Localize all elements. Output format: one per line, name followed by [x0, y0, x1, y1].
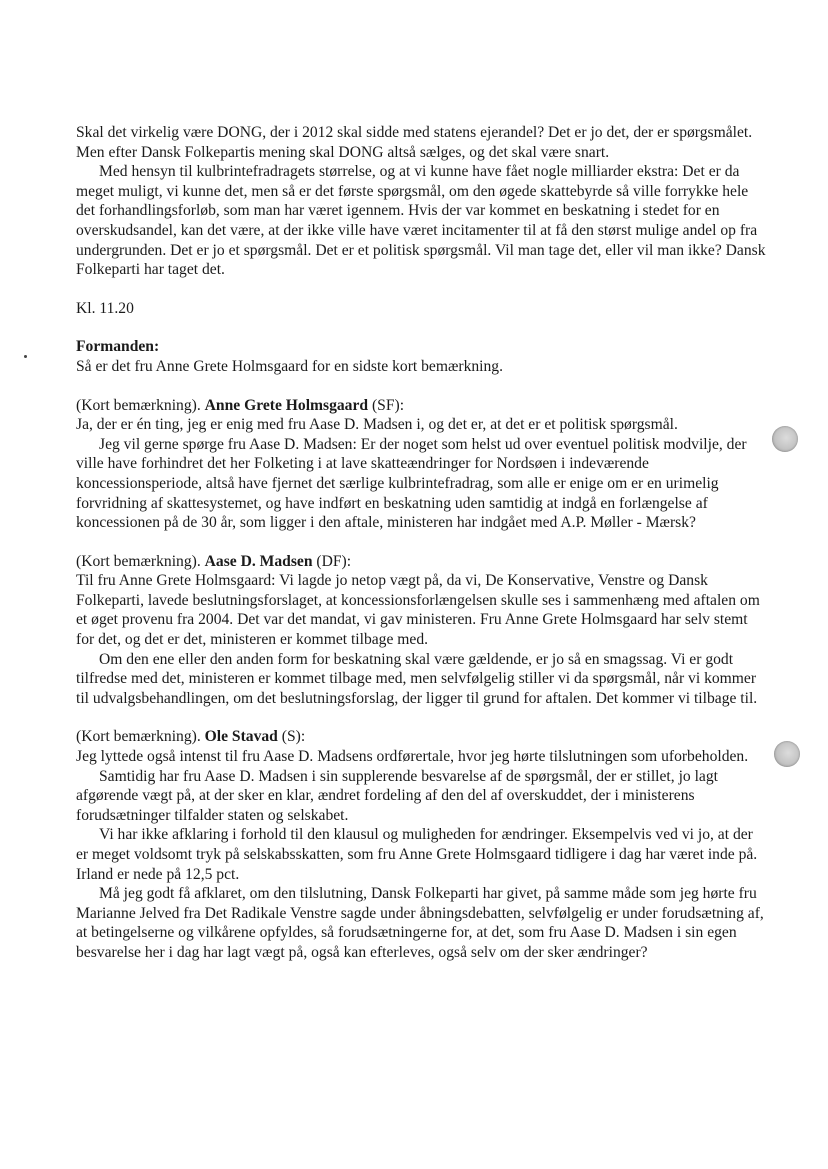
punch-hole-top — [772, 426, 798, 452]
speaker-party: (DF): — [312, 552, 352, 570]
stavad-paragraph-1: Jeg lyttede også intenst til fru Aase D. Madsens ordførertale, hvor jeg hørte tilslutningen som uforbeholden. — [76, 748, 749, 766]
chair-speaker-label: Formanden: — [76, 338, 160, 356]
stavad-paragraph-2: Samtidig har fru Aase D. Madsen i sin supplerende besvarelse af de spørgsmål, der er stillet, jo lagt afgørende vægt på, at der sker en klar, ændret fordeling af den del af overskuddet, der i ministerens forudsætninger tilfalder staten og selskabet. — [76, 767, 718, 824]
remark-prefix: (Kort bemærkning). — [76, 552, 205, 570]
remark-prefix: (Kort bemærkning). — [76, 728, 205, 746]
timestamp: Kl. 11.20 — [76, 299, 134, 317]
intro-paragraph-1: Skal det virkelig være DONG, der i 2012 skal sidde med statens ejerandel? Det er jo det, der er spørgsmålet. Men efter Dansk Folkepartis mening skal DONG altså sælges, og det skal være snart. — [76, 124, 753, 161]
speaker-heading-holmsgaard — [76, 396, 768, 416]
madsen-paragraph-1: Til fru Anne Grete Holmsgaard: Vi lagde jo netop vægt på, da vi, De Konservative, Venstre og Dansk Folkeparti, lavede beslutningsforslaget, at koncessionsforlængelsen skulle ses i sammenhæng med aftalen om et øget provenu fra 2004. Det var det mandat, vi gav ministeren. Fru Anne Grete Holmsgaard har selv stemt for det, og det er det, ministeren er kommet tilbage med. — [76, 572, 760, 649]
speaker-name: Ole Stavad — [204, 728, 278, 746]
speaker-party: (SF): — [368, 396, 405, 414]
speaker-heading-madsen — [76, 552, 768, 572]
holmsgaard-paragraph-1: Ja, der er én ting, jeg er enig med fru Aase D. Madsen i, og det er, at det er et politisk spørgsmål. — [76, 416, 678, 434]
margin-mark — [24, 355, 27, 358]
remark-prefix: (Kort bemærkning). — [76, 396, 205, 414]
speaker-heading-stavad — [76, 727, 768, 747]
stavad-paragraph-3: Vi har ikke afklaring i forhold til den klausul og muligheden for ændringer. Eksempelvis ved vi jo, at der er meget voldsomt tryk på selskabsskatten, som fru Anne Grete Holmsgaard tidligere i dag har været inde på. Irland er nede på 12,5 pct. — [76, 826, 758, 883]
holmsgaard-paragraph-2: Jeg vil gerne spørge fru Aase D. Madsen: Er der noget som helst ud over eventuel politisk modvilje, der ville have forhindret det her Folketing i at lave skatteændringer for Nordsøen i indeværende koncessionsperiode, altså have fjernet det særlige kulbrintefradrag, som alle er enige om er en urimelig forvridning af skattesystemet, og have indført en beskatning uden samtidig at indgå en forlængelse af koncessionen på de 30 år, som ligger i den aftale, ministeren har indgået med A.P. Møller - Mærsk? — [76, 435, 747, 532]
chair-statement: Så er det fru Anne Grete Holmsgaard for en sidste kort bemærkning. — [76, 357, 503, 375]
madsen-paragraph-2: Om den ene eller den anden form for beskatning skal være gældende, er jo så en smagssag. Vi er godt tilfredse med det, ministeren er kommet tilbage med, men selvfølgelig stiller vi da spørgsmål, når vi kommer til udvalgsbehandlingen, om det beslutningsforslag, der ligger til grund for aftalen. Det kommer vi tilbage til. — [76, 650, 758, 707]
speaker-name: Aase D. Madsen — [204, 552, 313, 570]
speaker-party: (S): — [277, 728, 306, 746]
punch-hole-bottom — [774, 741, 800, 767]
speaker-name: Anne Grete Holmsgaard — [204, 396, 369, 414]
stavad-paragraph-4: Må jeg godt få afklaret, om den tilslutning, Dansk Folkeparti har givet, på samme måde som jeg hørte fru Marianne Jelved fra Det Radikale Venstre sagde under åbningsdebatten, selvfølgelig er under forudsætning af, at betingelserne og vilkårene opfyldes, så forudsætningerne for, at det, som fru Aase D. Madsen i sin egen besvarelse her i dag har lagt vægt på, også kan efterleves, også selv om der sker ændringer? — [76, 885, 764, 961]
intro-paragraph-2: Med hensyn til kulbrintefradragets størrelse, og at vi kunne have fået nogle milliarder ekstra: Det er da meget muligt, vi kunne det, men så er det første spørgsmål, om den øgede skattebyrde så ville forrykke hele det forhandlingsforløb, som man har været igennem. Hvis der var kommet en beskatning i stedet for en overskudsandel, kan det være, at der ikke ville have været incitamenter til at få den størst mulige andel op fra undergrunden. Det er jo et spørgsmål. Det er et politisk spørgsmål. Vil man tage det, eller vil man ikke? Dansk Folkeparti har taget det. — [76, 163, 766, 279]
transcript-page — [76, 123, 768, 963]
